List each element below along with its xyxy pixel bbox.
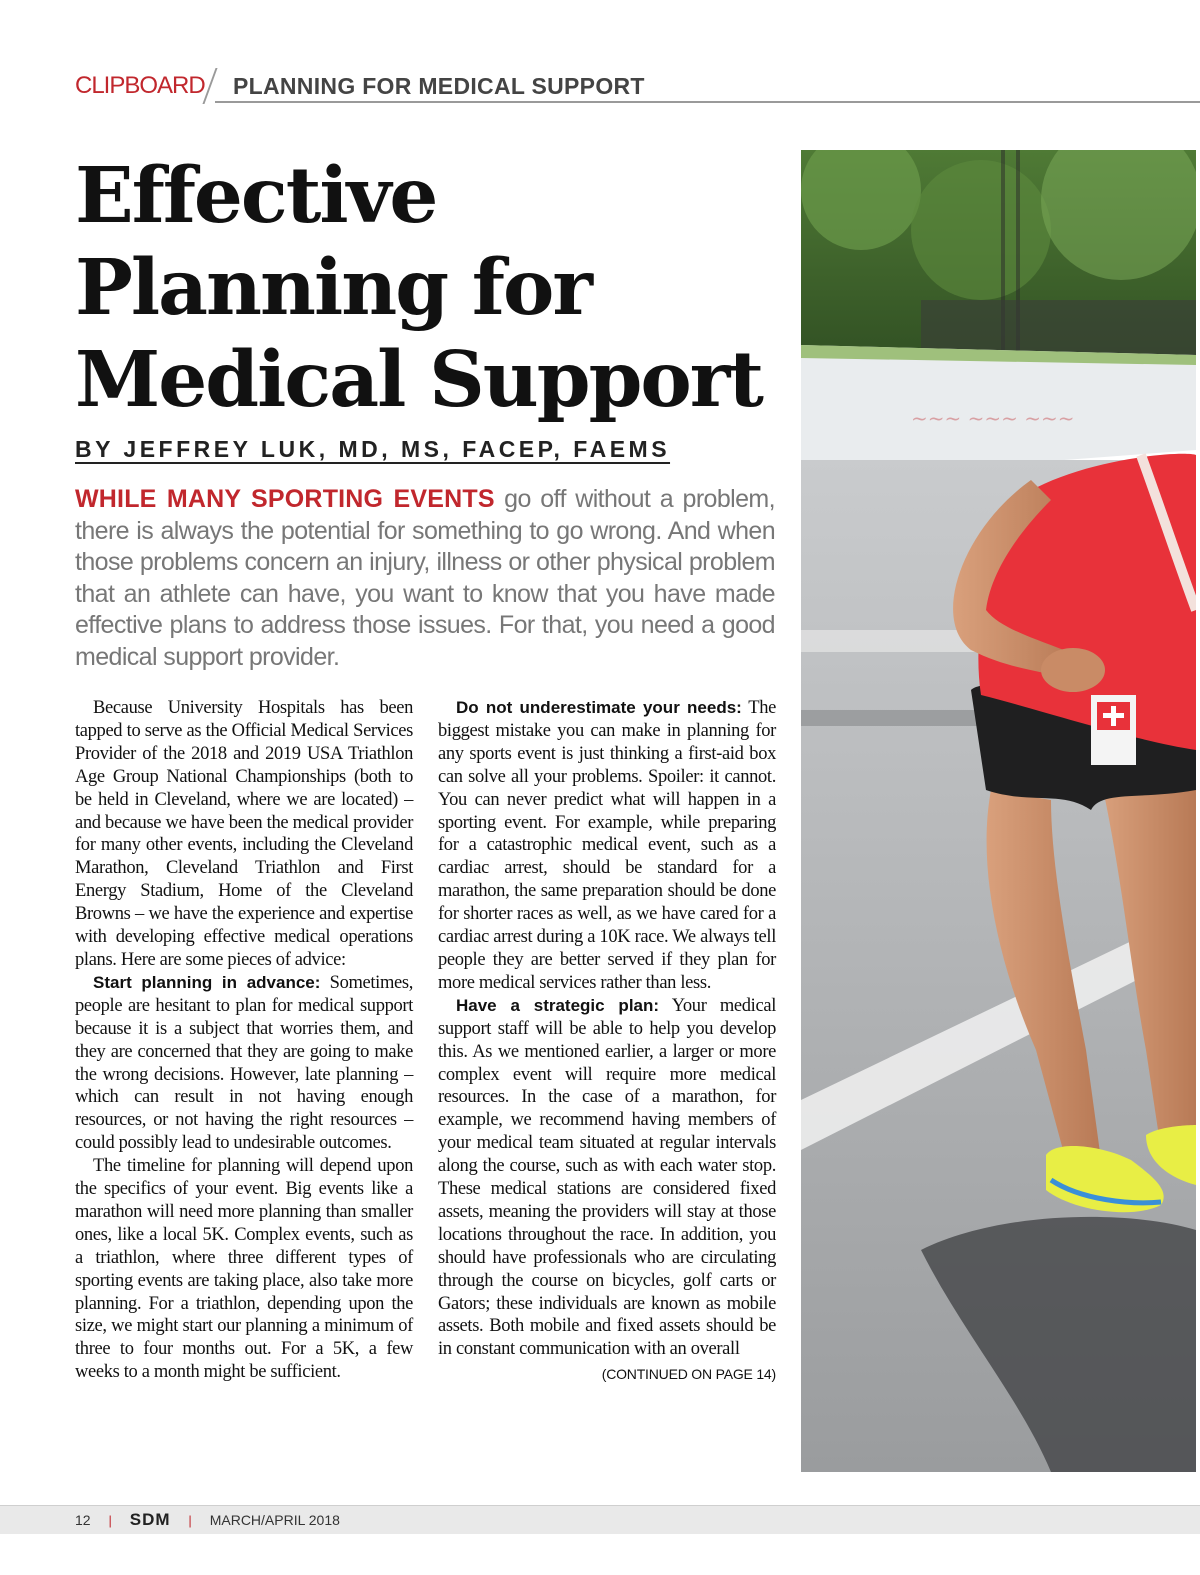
header-title: PLANNING FOR MEDICAL SUPPORT bbox=[233, 73, 645, 99]
runner-photo bbox=[801, 150, 1196, 1472]
runner-photo-illustration bbox=[801, 150, 1196, 1472]
footer-separator: | bbox=[188, 1512, 192, 1528]
article-title bbox=[75, 150, 795, 426]
intro-paragraph bbox=[75, 484, 775, 673]
subhead-underestimate: Do not underestimate your needs: bbox=[456, 698, 742, 717]
right-paragraph-1-text: The biggest mistake you can make in planning for any sports event is just thinking a first-aid box can solve all your problems. Spoiler: it cannot. You can never predict what will happen in a sporting event. For example, while preparing for a catastrophic medical event, such as a cardiac arrest, should be standard for a marathon, the same preparation should be done for shorter races as well, as we have cared for a cardiac arrest during a 10K race. We always tell people they are better served if they plan for more medical services rather than less. bbox=[438, 698, 776, 993]
body-column-left bbox=[75, 697, 413, 1384]
section-name: CLIPBOARD bbox=[75, 72, 205, 99]
issue-date: MARCH/APRIL 2018 bbox=[209, 1512, 340, 1528]
header-rule bbox=[215, 101, 1200, 103]
title-line-3: Medical Support bbox=[75, 335, 762, 425]
title-line-1: Effective bbox=[75, 151, 437, 241]
intro-lead-in: WHILE MANY SPORTING EVENTS bbox=[75, 485, 495, 513]
page-header bbox=[75, 70, 1200, 104]
svg-text:~~~ ~~~ ~~~: ~~~ ~~~ ~~~ bbox=[911, 406, 1075, 430]
continued-note: (CONTINUED ON PAGE 14) bbox=[601, 1366, 776, 1383]
right-paragraph-2-text: Your medical support staff will be able to help you develop this. As we mentioned earlier, a larger or more complex event will require more medical resources. In the case of a marathon, for example, we recommend having members of your medical team situated at regular intervals along the course, such as with each water stop. These medical stations are considered fixed assets, meaning the providers will stay at those locations throughout the race. In addition, you should have professionals who are circulating through the course on bicycles, golf carts or Gators; these individuals are known as mobile assets. Both mobile and fixed assets should be in constant communication with an overall bbox=[438, 995, 776, 1360]
byline: BY JEFFREY LUK, MD, MS, FACEP, FAEMS bbox=[75, 436, 671, 462]
left-paragraph-2 bbox=[75, 972, 413, 1155]
right-paragraph-1 bbox=[438, 697, 776, 995]
title-line-2: Planning for bbox=[75, 243, 591, 333]
left-paragraph-1: Because University Hospitals has been tapped to serve as the Official Medical Services Provider of the 2018 and 2019 USA Triathlon Age Group National Championships (both to be held in Cleveland, where we are located) – and because we have been the medical provider for many other events, including the Cleveland Marathon, Cleveland Triathlon and First Energy Stadium, Home of the Cleveland Browns – we have the experience and expertise with developing effective medical operations plans. Here are some pieces of advice: bbox=[75, 698, 413, 970]
subhead-strategic-plan: Have a strategic plan: bbox=[456, 995, 660, 1015]
intro-text: go off without a problem, there is always the potential for something to go wrong. And when those problems concern an injury, illness or other physical problem that an athlete can have, you want to know that you have made effective plans to address those issues. For that, you need a good medical support provider. bbox=[75, 485, 775, 671]
page-number: 12 bbox=[75, 1512, 91, 1528]
page-footer bbox=[75, 1510, 340, 1530]
subhead-start-planning: Start planning in advance: bbox=[93, 972, 321, 992]
left-paragraph-2-text: Sometimes, people are hesitant to plan for medical support because it is a subject that worries them, and they are concerned that they are going to make the wrong decisions. However, late planning – which can result in not having enough resources, or not having the right resources – could possibly lead to undesirable outcomes. bbox=[75, 972, 413, 1154]
body-column-right bbox=[438, 697, 776, 1386]
footer-separator: | bbox=[108, 1512, 112, 1528]
right-paragraph-2 bbox=[438, 995, 776, 1383]
magazine-name: SDM bbox=[129, 1510, 171, 1529]
left-paragraph-3: The timeline for planning will depend upon the specifics of your event. Big events like a marathon will need more planning than smaller ones, like a local 5K. Complex events, such as a triathlon, where three different types of sporting events are taking place, also take more planning. For a triathlon, depending upon the size, we might start our planning a minimum of three to four months out. For a 5K, a few weeks to a month might be sufficient. bbox=[75, 1156, 413, 1383]
